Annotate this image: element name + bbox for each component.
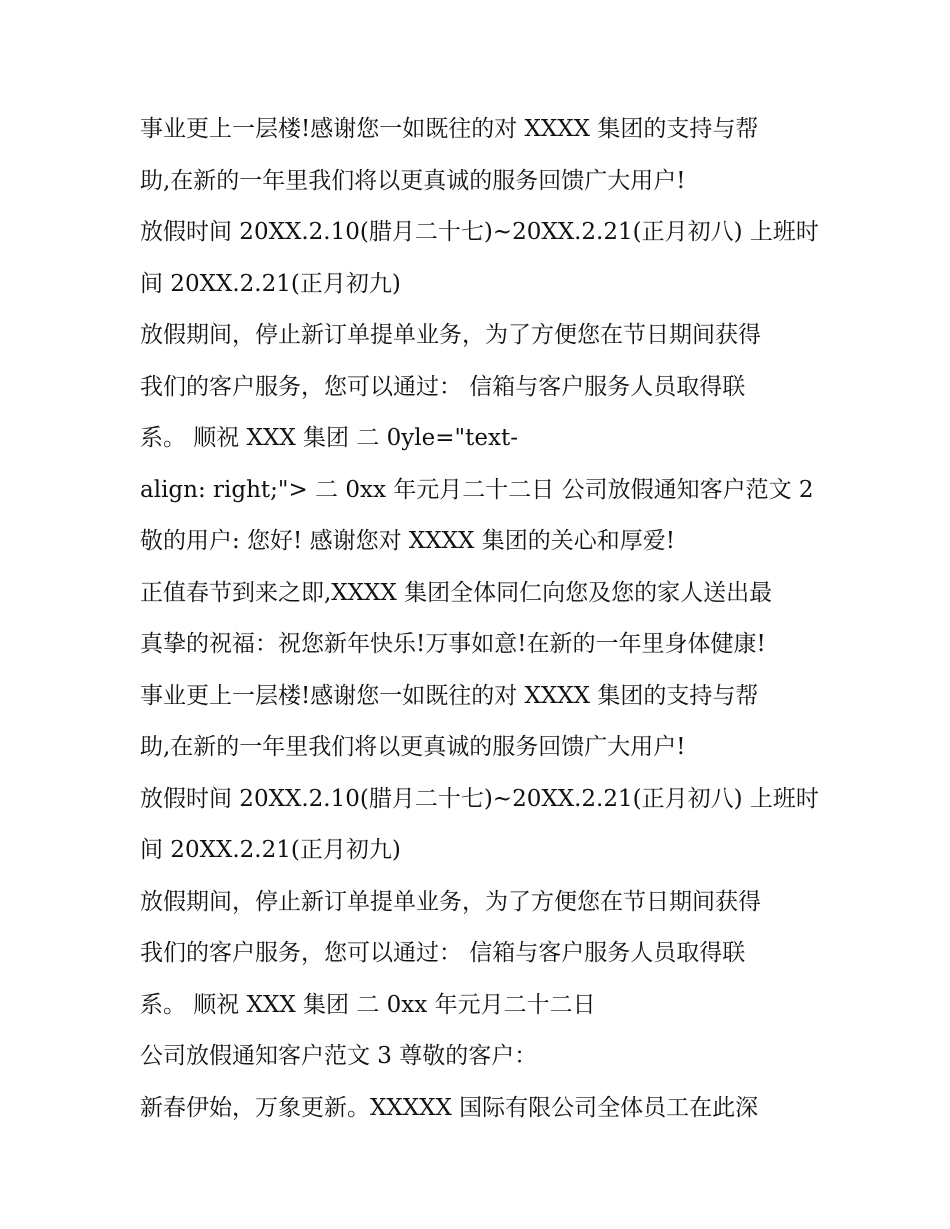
- text-line: 我们的客户服务，您可以通过： 信箱与客户服务人员取得联: [140, 940, 746, 966]
- text-line: 事业更上一层楼!感谢您一如既往的对 XXXX 集团的支持与帮: [140, 682, 759, 709]
- text-line: 正值春节到来之即,XXXX 集团全体同仁向您及您的家人送出最: [140, 579, 773, 606]
- text-line: 系。 顺祝 XXX 集团 二 0xx 年元月二十二日: [140, 991, 596, 1018]
- text-line: 放假期间，停止新订单提单业务，为了方便您在节日期间获得: [140, 322, 761, 348]
- text-line: 系。 顺祝 XXX 集团 二 0yle="text-: [140, 425, 518, 451]
- text-line: 真挚的祝福：祝您新年快乐!万事如意!在新的一年里身体健康!: [140, 631, 766, 657]
- text-line: 敬的用户: 您好! 感谢您对 XXXX 集团的关心和厚爱!: [140, 528, 675, 554]
- text-line: 事业更上一层楼!感谢您一如既往的对 XXXX 集团的支持与帮: [140, 116, 759, 142]
- text-line: 放假期间，停止新订单提单业务，为了方便您在节日期间获得: [140, 888, 761, 915]
- text-line: 间 20XX.2.21(正月初九): [140, 270, 401, 297]
- text-line: 新春伊始，万象更新。XXXXX 国际有限公司全体员工在此深: [140, 1094, 759, 1121]
- text-line: 间 20XX.2.21(正月初九): [140, 837, 401, 863]
- text-line: 助,在新的一年里我们将以更真诚的服务回馈广大用户!: [140, 734, 686, 760]
- text-line: 助,在新的一年里我们将以更真诚的服务回馈广大用户!: [140, 167, 686, 194]
- text-line: 放假时间 20XX.2.10(腊月二十七)~20XX.2.21(正月初八) 上班时: [140, 785, 819, 812]
- text-line: 公司放假通知客户范文 3 尊敬的客户：: [140, 1043, 538, 1069]
- text-line: 我们的客户服务，您可以通过： 信箱与客户服务人员取得联: [140, 373, 746, 400]
- text-line: align: right;"> 二 0xx 年元月二十二日 公司放假通知客户范文 2: [140, 476, 814, 503]
- text-line: 放假时间 20XX.2.10(腊月二十七)~20XX.2.21(正月初八) 上班时: [140, 219, 819, 245]
- document-body: [140, 104, 820, 1134]
